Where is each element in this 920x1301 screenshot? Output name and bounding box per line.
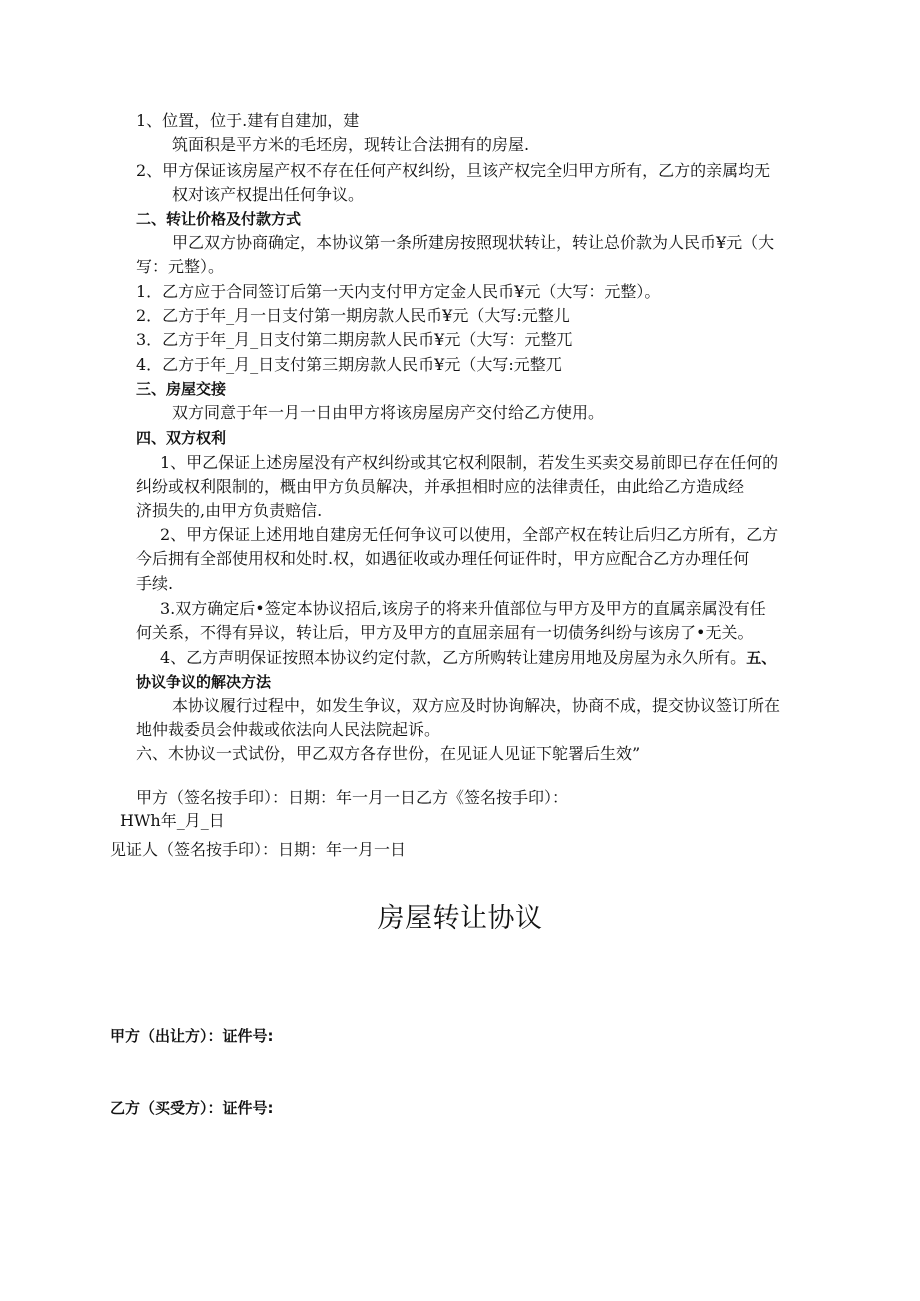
dispute-paragraph: 本协议履行过程中，如发生争议，双方应及时协询解决，协商不成，提交协议签订所在	[172, 696, 781, 715]
section-heading-handover: 三、房屋交接	[136, 380, 227, 398]
rights-item-3-cont: 何关系，不得有异议，转让后，甲方及甲方的直屈亲屈有一切债务纠纷与该房了•无关。	[136, 623, 754, 642]
rights-item-2-cont: 今后拥有全部使用权和处时.权，如遇征收或办理任何证件时，甲方应配合乙方办理任何	[136, 549, 750, 568]
section-heading-dispute-number: 五、	[746, 649, 777, 667]
party-b-id-line: 乙方（买受方）：证件号:	[110, 1099, 274, 1117]
rights-item-1-cont2: 济损失的,由甲方负责赔信.	[136, 501, 323, 520]
payment-item-3: 3．乙方于年_月_日支付第二期房款人民币¥元（大写：元整兀	[136, 330, 573, 349]
section-heading-price: 二、转让价格及付款方式	[136, 210, 302, 228]
document-title: 房屋转让协议	[377, 903, 543, 934]
rights-item-1: 1、甲乙保证上述房屋没有产权纠纷或其它权利限制，若发生买卖交易前即已存在任何的	[160, 453, 779, 472]
rights-item-2: 2、甲方保证上述用地自建房无任何争议可以使用，全部产权在转让后归乙方所有，乙方	[160, 525, 779, 544]
handover-paragraph: 双方同意于年一月一日由甲方将该房屋房产交付给乙方使用。	[172, 403, 605, 422]
section-heading-dispute: 协议争议的解决方法	[136, 673, 272, 691]
payment-item-1: 1．乙方应于合同签订后第一天内支付甲方定金人民币¥元（大写：元整）。	[136, 282, 661, 301]
price-paragraph: 甲乙双方协商确定，本协议第一条所建房按照现状转让，转让总价款为人民币¥元（大	[172, 233, 775, 252]
clause-location: 1、位置，位于.建有自建加，建	[136, 111, 360, 130]
rights-item-4	[160, 647, 776, 669]
clause-guarantee-cont: 权对该产权提出任何争议。	[172, 185, 365, 204]
party-a-id-line: 甲方（出让方）：证件号:	[110, 1027, 274, 1045]
rights-item-4-text: 4、乙方声明保证按照本协议约定付款，乙方所购转让建房用地及房屋为永久所有。	[160, 648, 747, 667]
clause-area: 筑面积是平方米的毛坯房，现转让合法拥有的房屋.	[172, 135, 530, 154]
signature-witness: 见证人（签名按手印）：日期：年一月一日	[110, 840, 407, 859]
section-copies: 六、木协议一式试份，甲乙双方各存世份，在见证人见证下鸵署后生效”	[136, 744, 641, 763]
payment-item-4: 4．乙方于年_月_日支付第三期房款人民币¥元（大写:元整兀	[136, 355, 562, 374]
rights-item-1-cont: 纠纷或权利限制的，概由甲方负员解决，并承担相时应的法律责任，由此给乙方造成经	[136, 477, 745, 496]
rights-item-2-cont2: 手续.	[136, 574, 174, 593]
signature-date: HWh年_月_日	[120, 811, 225, 830]
section-heading-rights: 四、双方权利	[136, 429, 227, 447]
dispute-paragraph-cont: 地仲裁委员会仲裁或依法向人民法院起诉。	[136, 720, 441, 739]
price-paragraph-cont: 写：元整）。	[136, 257, 225, 276]
rights-item-3: 3.双方确定后•签定本协议招后,该房子的将来升值部位与甲方及甲方的直属亲属没有任	[160, 599, 766, 618]
payment-item-2: 2．乙方于年_月一日支付第一期房款人民币¥元（大写:元整儿	[136, 306, 570, 325]
clause-guarantee: 2、甲方保证该房屋产权不存在任何产权纠纷，旦该产权完全归甲方所有，乙方的亲属均无	[136, 161, 771, 180]
signature-parties: 甲方（签名按手印）：日期：年一月一日乙方《签名按手印）：	[136, 788, 569, 807]
